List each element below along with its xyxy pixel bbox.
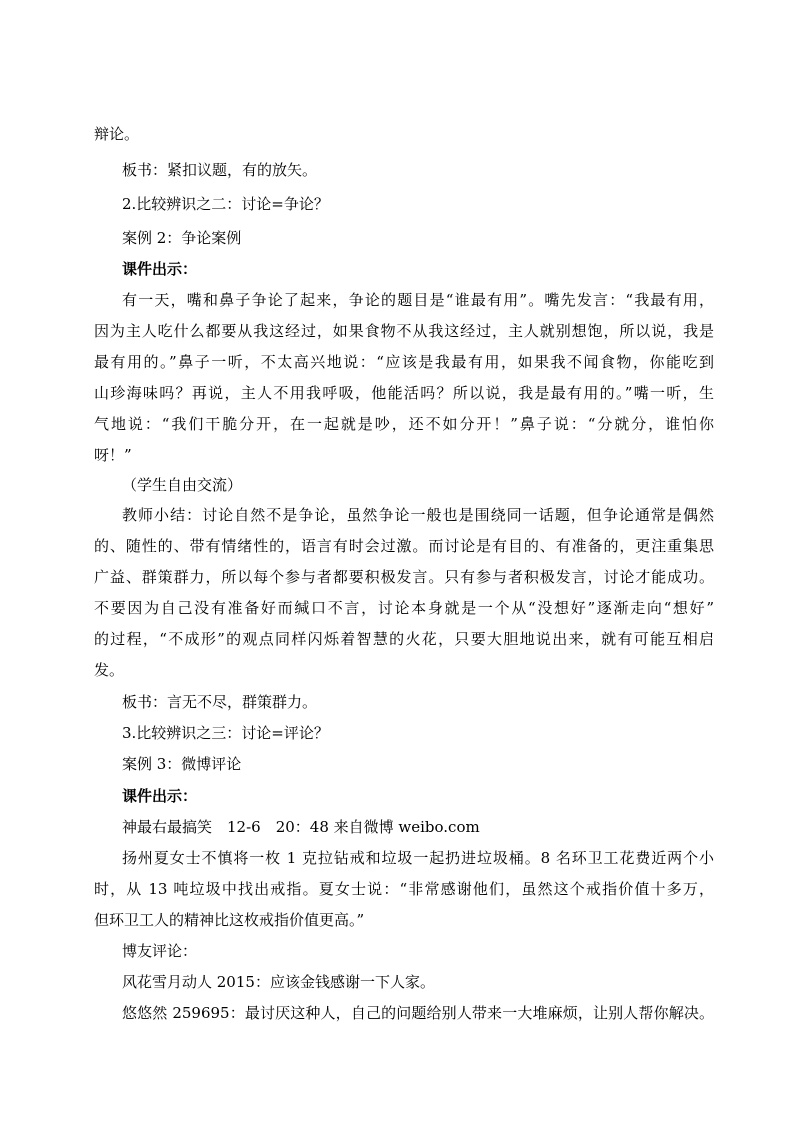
board-note: 板书：言无不尽，群策群力。 [122,693,318,711]
paragraph-line: 气地说：“我们干脆分开，在一起就是吵，还不如分开！”鼻子说：“分就分，谁怕你 [94,415,714,433]
paragraph-line: 扬州夏女士不慎将一枚 1 克拉钻戒和垃圾一起扔进垃圾桶。8 名环卫工花费近两个小 [122,849,714,867]
weibo-post-meta: 神最右最搞笑 12-6 20：48 来自微博 weibo.com [122,818,480,836]
paragraph-line: 不要因为自己没有准备好而缄口不言，讨论本身就是一个从“没想好”逐渐走向“想好” [94,599,714,617]
section-heading: 3.比较辨识之三：讨论=评论？ [122,724,329,742]
comment-line: 悠悠然 259695：最讨厌这种人，自己的问题给别人带来一大堆麻烦，让别人帮你解决。 [122,1004,714,1022]
paragraph-line: 山珍海味吗？再说，主人不用我呼吸，他能活吗？所以说，我是最有用的。”嘴一听，生 [94,384,714,402]
paragraph-line: 广益、群策群力，所以每个参与者都要积极发言。只有参与者积极发言，讨论才能成功。 [94,568,714,586]
paragraph-line: 有一天，嘴和鼻子争论了起来，争论的题目是“谁最有用”。嘴先发言：“我最有用， [122,291,714,309]
paragraph-line: 最有用的。”鼻子一听，不太高兴地说：“应该是我最有用，如果我不闻食物，你能吃到 [94,353,714,371]
board-note: 板书：紧扣议题，有的放矢。 [122,161,318,179]
slide-label: 课件出示： [122,260,198,278]
paragraph-line: 教师小结：讨论自然不是争论，虽然争论一般也是围绕同一话题，但争论通常是偶然 [122,506,714,524]
paragraph-line: 的过程，“不成形”的观点同样闪烁着智慧的火花，只要大胆地说出来，就有可能互相启 [94,630,714,648]
case-title: 案例 2：争论案例 [122,229,242,247]
paragraph-line: 呀！” [94,446,132,464]
section-heading: 2.比较辨识之二：讨论=争论？ [122,195,329,213]
paragraph-line: 但环卫工人的精神比这枚戒指价值更高。” [94,911,365,929]
paragraph-line: 发。 [94,661,125,679]
case-title: 案例 3：微博评论 [122,755,242,773]
comment-line: 风花雪月动人 2015：应该金钱感谢一下人家。 [122,973,435,991]
paragraph-line: 时，从 13 吨垃圾中找出戒指。夏女士说：“非常感谢他们，虽然这个戒指价值十多万， [94,880,714,898]
paragraph-line: 辩论。 [94,125,140,143]
paragraph-line: 的、随性的、带有情绪性的，语言有时会过激。而讨论是有目的、有准备的，更注重集思 [94,537,714,555]
paragraph-line: 因为主人吃什么都要从我这经过，如果食物不从我这经过，主人就别想饱，所以说，我是 [94,322,714,340]
comments-label: 博友评论： [122,942,198,960]
paragraph-line: （学生自由交流） [122,476,243,494]
slide-label: 课件出示： [122,787,198,805]
